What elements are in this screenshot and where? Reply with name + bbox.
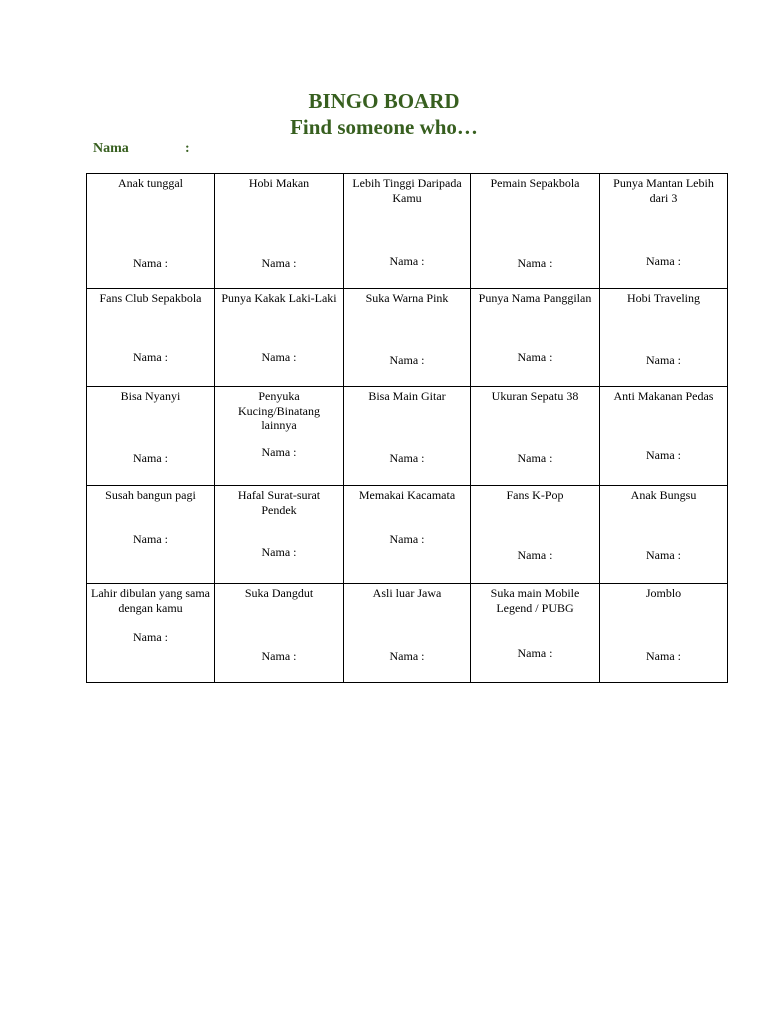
cell-label: Suka Warna Pink [365, 291, 449, 305]
bingo-cell [600, 387, 728, 486]
cell-name-field: Nama : [389, 532, 425, 546]
cell-name-field: Nama : [389, 451, 425, 465]
cell-label: Ukuran Sepatu 38 [491, 389, 579, 403]
cell-label: Bisa Nyanyi [120, 389, 181, 403]
cell-label: Bisa Main Gitar [368, 389, 446, 403]
bingo-cell [471, 584, 600, 683]
bingo-cell [215, 486, 344, 584]
bingo-cell [215, 174, 344, 289]
page-subtitle: Find someone who… [290, 115, 478, 139]
cell-label: Hobi Makan [248, 176, 310, 190]
cell-name-field: Nama : [389, 353, 425, 367]
bingo-cell [344, 584, 471, 683]
bingo-cell [344, 387, 471, 486]
cell-label: Penyuka Kucing/Binatang lainnya [238, 389, 320, 432]
cell-name-field: Nama : [261, 649, 297, 663]
cell-label: Hafal Surat-surat Pendek [237, 488, 321, 517]
cell-label: Fans K-Pop [506, 488, 564, 502]
bingo-cell [344, 486, 471, 584]
cell-label: Pemain Sepakbola [490, 176, 580, 190]
cell-label: Anak Bungsu [630, 488, 697, 502]
cell-name-field: Nama : [646, 649, 681, 663]
cell-name-field: Nama : [389, 649, 425, 663]
cell-label: Jomblo [645, 586, 682, 600]
cell-name-field: Nama : [133, 630, 168, 644]
cell-name-field: Nama : [646, 254, 681, 268]
board-row [87, 387, 728, 486]
cell-name-field: Nama : [517, 451, 553, 465]
cell-label: Lahir dibulan yang sama dengan kamu [91, 586, 210, 615]
bingo-cell [87, 174, 215, 289]
cell-name-field: Nama : [646, 548, 681, 562]
cell-name-field: Nama : [133, 451, 168, 465]
cell-label: Fans Club Sepakbola [99, 291, 202, 305]
cell-label: Lebih Tinggi Daripada Kamu [352, 176, 462, 205]
bingo-cell [344, 174, 471, 289]
bingo-cell [471, 387, 600, 486]
bingo-cell [471, 289, 600, 387]
cell-name-field: Nama : [261, 445, 297, 459]
page-title: BINGO BOARD [308, 89, 460, 113]
name-field [93, 141, 190, 157]
cell-name-field: Nama : [646, 353, 681, 367]
board-row [87, 174, 728, 289]
name-label: Nama [93, 141, 129, 156]
bingo-board [86, 173, 728, 683]
bingo-cell [600, 289, 728, 387]
board-row [87, 584, 728, 683]
cell-name-field: Nama : [133, 256, 168, 270]
bingo-cell [87, 387, 215, 486]
cell-label: Memakai Kacamata [358, 488, 456, 502]
board-row [87, 486, 728, 584]
cell-name-field: Nama : [646, 448, 681, 462]
board-row [87, 289, 728, 387]
bingo-cell [215, 289, 344, 387]
bingo-cell [600, 584, 728, 683]
bingo-cell [87, 486, 215, 584]
cell-name-field: Nama : [517, 350, 553, 364]
bingo-cell [471, 486, 600, 584]
cell-name-field: Nama : [133, 532, 168, 546]
bingo-cell [215, 584, 344, 683]
cell-label: Anak tunggal [118, 176, 183, 190]
bingo-cell [215, 387, 344, 486]
cell-name-field: Nama : [261, 256, 297, 270]
bingo-cell [600, 174, 728, 289]
cell-name-field: Nama : [517, 646, 553, 660]
bingo-cell [87, 584, 215, 683]
cell-name-field: Nama : [517, 548, 553, 562]
cell-label: Suka Dangdut [244, 586, 314, 600]
bingo-cell [471, 174, 600, 289]
cell-label: Hobi Traveling [626, 291, 700, 305]
cell-name-field: Nama : [389, 254, 425, 268]
cell-name-field: Nama : [261, 545, 297, 559]
cell-label: Asli luar Jawa [372, 586, 442, 600]
cell-label: Punya Nama Panggilan [478, 291, 592, 305]
cell-name-field: Nama : [261, 350, 297, 364]
bingo-cell [344, 289, 471, 387]
cell-label: Punya Kakak Laki-Laki [221, 291, 337, 305]
cell-label: Punya Mantan Lebih dari 3 [613, 176, 714, 205]
cell-label: Suka main Mobile Legend / PUBG [490, 586, 580, 615]
cell-label: Susah bangun pagi [105, 488, 196, 502]
bingo-cell [600, 486, 728, 584]
name-colon: : [185, 141, 190, 156]
cell-name-field: Nama : [517, 256, 553, 270]
cell-name-field: Nama : [133, 350, 168, 364]
bingo-cell [87, 289, 215, 387]
cell-label: Anti Makanan Pedas [613, 389, 714, 403]
